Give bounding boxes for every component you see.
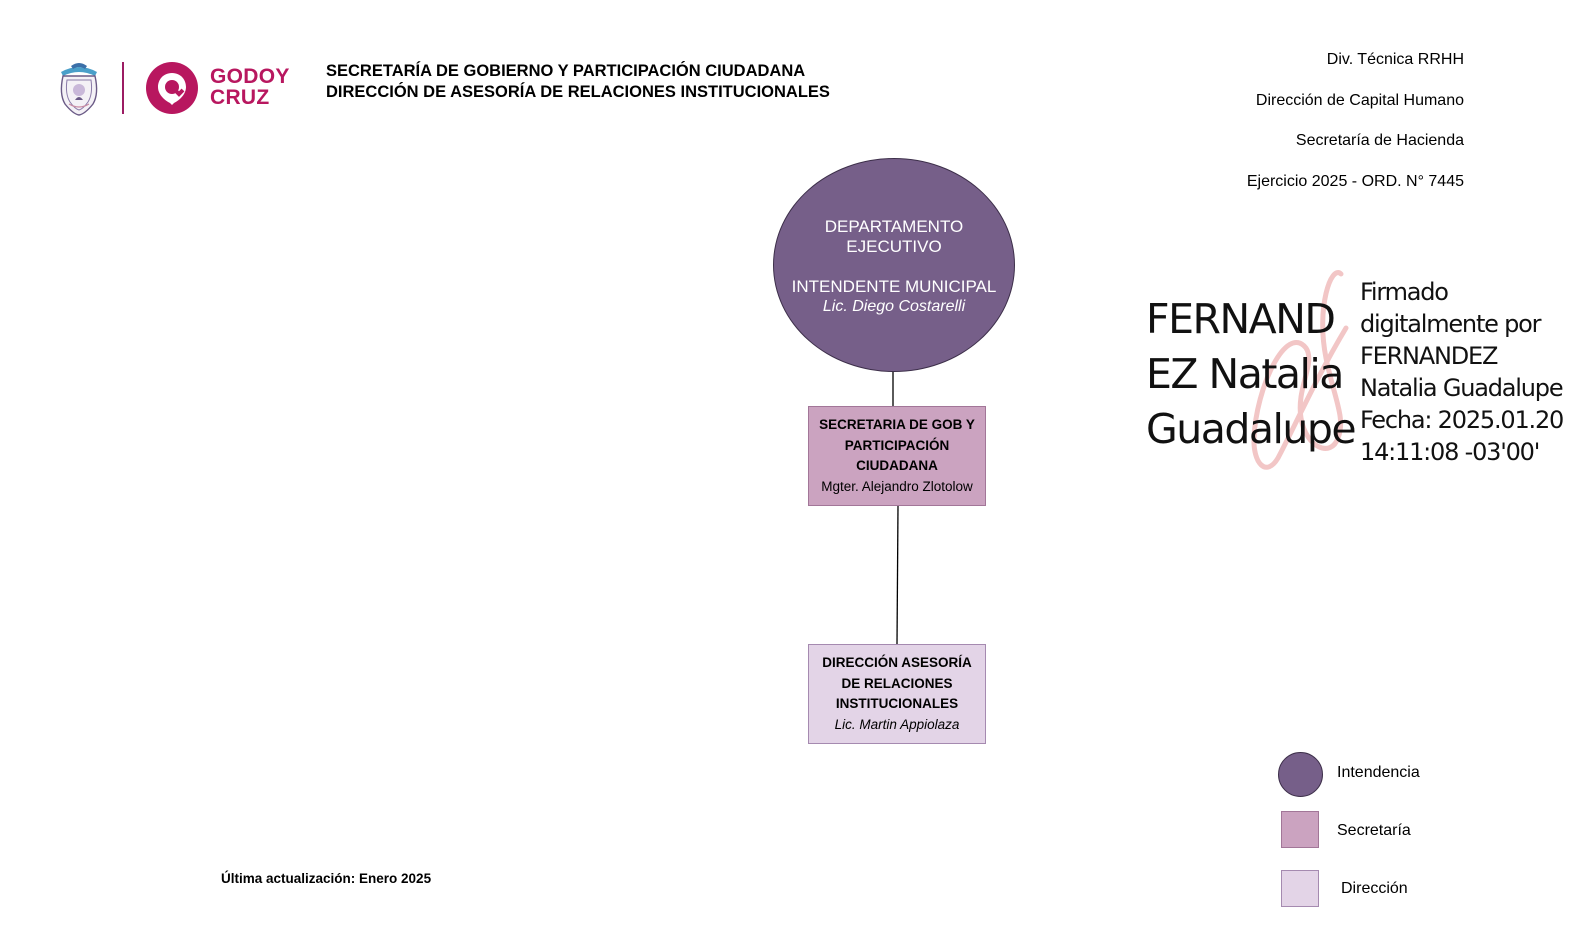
node-secretaria-person: Mgter. Alejandro Zlotolow: [821, 478, 973, 494]
legend-secretaria-swatch: [1281, 811, 1319, 848]
node-executive-line2: EJECUTIVO: [846, 237, 942, 256]
signature-name: FERNAND EZ Natalia Guadalupe: [1146, 295, 1356, 453]
header-title-direccion: DIRECCIÓN DE ASESORÍA DE RELACIONES INSTITUCIONALES: [326, 83, 830, 101]
legend-intendencia-swatch: [1278, 752, 1323, 797]
info-direction: Dirección de Capital Humano: [1255, 91, 1464, 109]
last-updated-note: Última actualización: Enero 2025: [221, 871, 432, 886]
info-secretariat: Secretaría de Hacienda: [1295, 132, 1464, 149]
legend-direccion-label: Dirección: [1341, 880, 1408, 897]
node-direccion-line2: DE RELACIONES: [841, 675, 953, 691]
node-departamento-ejecutivo: [773, 158, 1015, 372]
node-executive-role: INTENDENTE MUNICIPAL: [791, 277, 997, 296]
node-secretaria-line3: CIUDADANA: [856, 458, 938, 474]
legend-direccion-swatch: [1281, 870, 1319, 907]
legend-intendencia-label: Intendencia: [1337, 764, 1420, 781]
node-direccion-person: Lic. Martin Appiolaza: [834, 716, 960, 732]
node-secretaria-line1: SECRETARIA DE GOB Y: [819, 417, 975, 433]
signature-details: Firmado digitalmente por FERNANDEZ Natalia Guadalupe Fecha: 2025.01.20 14:11:08 -03'00': [1360, 278, 1564, 466]
node-secretaria: [808, 406, 986, 506]
logo-wordmark: GODOY CRUZ: [210, 65, 290, 109]
legend-secretaria-label: Secretaría: [1337, 822, 1411, 839]
node-direccion: [808, 644, 986, 744]
header-title-secretaria: SECRETARÍA DE GOBIERNO Y PARTICIPACIÓN CIUDADANA: [326, 62, 806, 80]
node-executive-person: Lic. Diego Costarelli: [822, 298, 966, 315]
node-executive-line1: DEPARTAMENTO: [824, 217, 964, 236]
connector-secretaria-direccion: [897, 506, 898, 644]
node-direccion-line3: INSTITUCIONALES: [835, 696, 959, 712]
node-direccion-line1: DIRECCIÓN ASESORÍA: [822, 655, 972, 671]
info-exercise: Ejercicio 2025 - ORD. N° 7445: [1246, 172, 1464, 190]
node-secretaria-line2: PARTICIPACIÓN: [844, 437, 950, 453]
info-division: Div. Técnica RRHH: [1326, 51, 1464, 68]
